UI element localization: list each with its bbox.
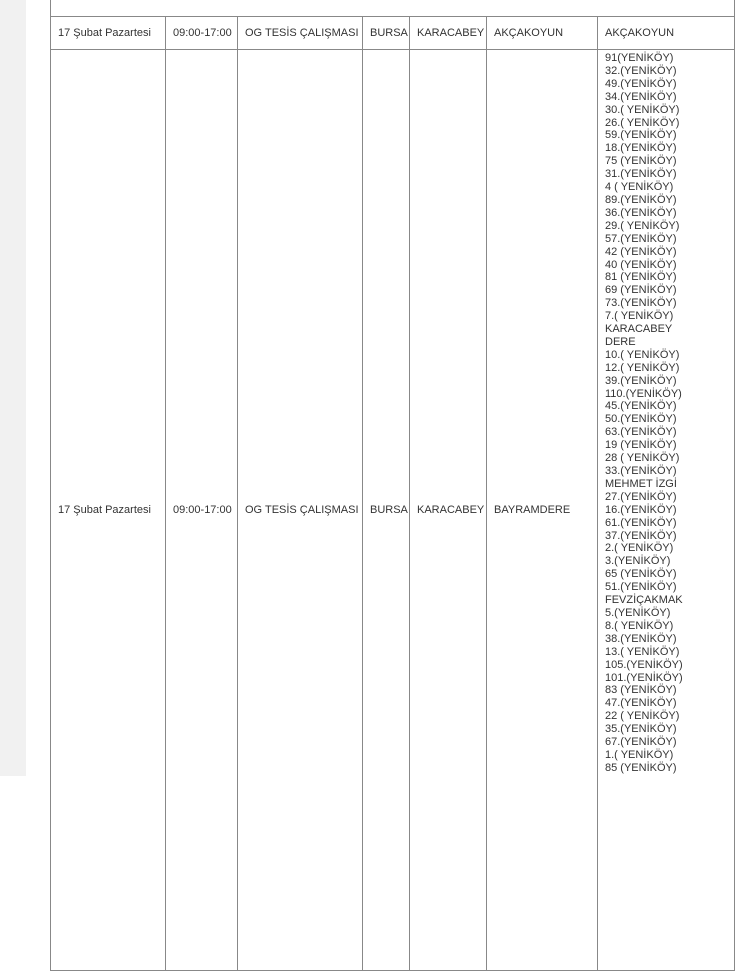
street-item: 28 ( YENİKÖY) bbox=[605, 452, 680, 465]
table-row bbox=[51, 50, 735, 971]
street-item: 101.(YENİKÖY) bbox=[605, 671, 683, 684]
street-item: 7.( YENİKÖY) bbox=[605, 310, 674, 323]
street-item: 85 (YENİKÖY) bbox=[605, 761, 677, 774]
street-item: 51.(YENİKÖY) bbox=[605, 581, 677, 594]
work-type-cell: OG TESİS ÇALIŞMASI bbox=[238, 50, 363, 971]
street-item: 91(YENİKÖY) bbox=[605, 52, 674, 64]
district-cell: KARACABEY bbox=[410, 17, 487, 50]
street-item: 32.(YENİKÖY) bbox=[605, 64, 677, 77]
street-item: FEVZİÇAKMAK bbox=[605, 594, 683, 607]
time-cell: 09:00-17:00 bbox=[166, 17, 238, 50]
street-item: 57.(YENİKÖY) bbox=[605, 232, 677, 245]
street-item: 39.(YENİKÖY) bbox=[605, 374, 677, 387]
table-row-empty bbox=[51, 0, 735, 17]
street-item: 38.(YENİKÖY) bbox=[605, 632, 677, 645]
street-item: 26.( YENİKÖY) bbox=[605, 116, 680, 129]
street-item: 110.(YENİKÖY) bbox=[605, 387, 682, 400]
street-item: 49.(YENİKÖY) bbox=[605, 77, 677, 90]
street-item: 5.(YENİKÖY) bbox=[605, 606, 671, 619]
street-item: 35.(YENİKÖY) bbox=[605, 723, 677, 736]
city-cell: BURSA bbox=[363, 17, 410, 50]
work-type-cell: OG TESİS ÇALIŞMASI bbox=[238, 17, 363, 50]
street-item: 18.(YENİKÖY) bbox=[605, 142, 677, 155]
street-item: 69 (YENİKÖY) bbox=[605, 284, 677, 297]
street-item: 29.( YENİKÖY) bbox=[605, 219, 680, 232]
street-item: AKÇAKOYUN bbox=[605, 26, 675, 39]
street-item: 30.( YENİKÖY) bbox=[605, 103, 680, 116]
street-item: 31.(YENİKÖY) bbox=[605, 168, 677, 181]
street-item: 45.(YENİKÖY) bbox=[605, 400, 677, 413]
street-item: 22 ( YENİKÖY) bbox=[605, 710, 680, 723]
street-item: 61.(YENİKÖY) bbox=[605, 516, 677, 529]
street-item: 4 ( YENİKÖY) bbox=[605, 181, 674, 194]
street-item: 73.(YENİKÖY) bbox=[605, 297, 677, 310]
street-item: 2.( YENİKÖY) bbox=[605, 542, 674, 555]
street-item: MEHMET İZGİ bbox=[605, 477, 677, 490]
street-item: 89.(YENİKÖY) bbox=[605, 193, 677, 206]
street-item: 34.(YENİKÖY) bbox=[605, 90, 677, 103]
street-item: 67.(YENİKÖY) bbox=[605, 736, 677, 749]
outage-table bbox=[50, 0, 735, 971]
street-item: 33.(YENİKÖY) bbox=[605, 465, 677, 477]
street-item: 42 (YENİKÖY) bbox=[605, 245, 677, 258]
streets-cell bbox=[598, 50, 735, 971]
date-cell: 17 Şubat Pazartesi bbox=[51, 50, 166, 971]
neighborhood-cell: AKÇAKOYUN bbox=[487, 17, 598, 50]
city-cell: BURSA bbox=[363, 50, 410, 971]
street-item: 8.( YENİKÖY) bbox=[605, 619, 674, 632]
street-item: 75 (YENİKÖY) bbox=[605, 155, 677, 168]
street-item: 40 (YENİKÖY) bbox=[605, 258, 677, 271]
street-item: 16.(YENİKÖY) bbox=[605, 503, 677, 516]
street-item: 3.(YENİKÖY) bbox=[605, 555, 671, 568]
street-item: 81 (YENİKÖY) bbox=[605, 271, 677, 284]
street-item: 12.( YENİKÖY) bbox=[605, 361, 680, 374]
street-item: 50.(YENİKÖY) bbox=[605, 413, 677, 426]
street-item: 37.(YENİKÖY) bbox=[605, 529, 677, 542]
street-item: 63.(YENİKÖY) bbox=[605, 426, 677, 439]
left-gutter bbox=[0, 0, 26, 776]
streets-cell bbox=[598, 17, 735, 50]
table-row bbox=[51, 17, 735, 50]
street-item: 83 (YENİKÖY) bbox=[605, 684, 677, 697]
street-item: 10.( YENİKÖY) bbox=[605, 348, 680, 361]
street-item: 1.( YENİKÖY) bbox=[605, 748, 674, 761]
neighborhood-cell: BAYRAMDERE bbox=[487, 50, 598, 971]
time-cell: 09:00-17:00 bbox=[166, 50, 238, 971]
street-item: KARACABEY bbox=[605, 323, 673, 336]
district-cell: KARACABEY bbox=[410, 50, 487, 971]
street-item: 36.(YENİKÖY) bbox=[605, 206, 677, 219]
street-item: 59.(YENİKÖY) bbox=[605, 129, 677, 142]
street-item: 27.(YENİKÖY) bbox=[605, 490, 677, 503]
street-item: 47.(YENİKÖY) bbox=[605, 697, 677, 710]
outage-table-container bbox=[50, 0, 734, 971]
street-item: 105.(YENİKÖY) bbox=[605, 658, 683, 671]
street-item: 19 (YENİKÖY) bbox=[605, 439, 677, 452]
street-item: DERE bbox=[605, 335, 636, 348]
date-cell: 17 Şubat Pazartesi bbox=[51, 17, 166, 50]
street-item: 13.( YENİKÖY) bbox=[605, 645, 680, 658]
street-item: 65 (YENİKÖY) bbox=[605, 568, 677, 581]
